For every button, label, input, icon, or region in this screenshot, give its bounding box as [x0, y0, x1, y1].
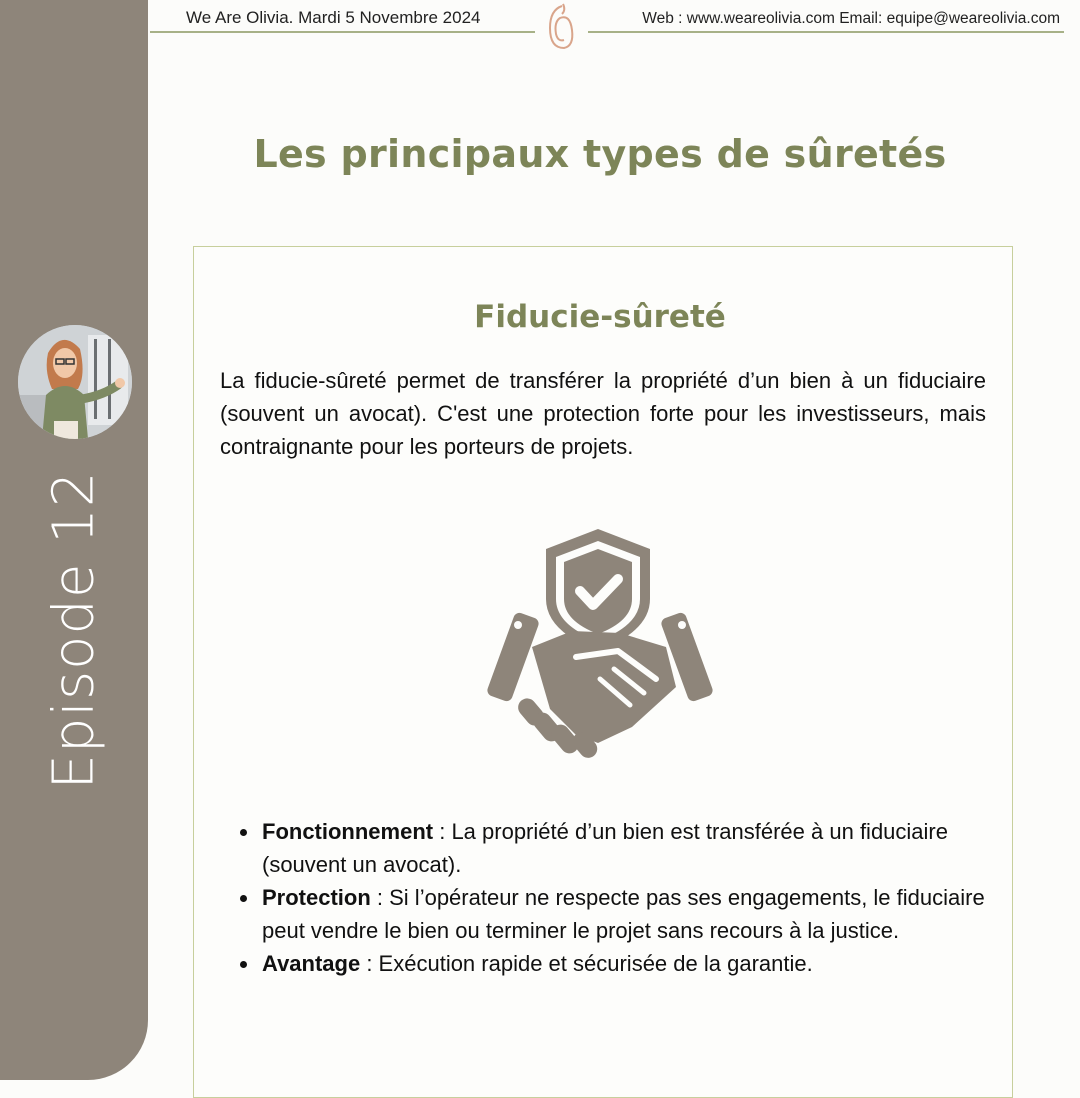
bullet-text: : Exécution rapide et sécurisée de la garantie.	[360, 951, 813, 976]
episode-label: Episode 12	[41, 470, 107, 790]
avatar	[18, 325, 132, 439]
bullet-text: : Si l’opérateur ne respecte pas ses engagements, le fiduciaire peut vendre le bien ou terminer le projet sans recours à la justice.	[262, 885, 985, 943]
list-item	[260, 815, 1000, 881]
olivia-logo-icon	[542, 0, 580, 54]
intro-paragraph: La fiducie-sûreté permet de transférer la propriété d’un bien à un fiduciaire (souvent un avocat). C'est une protection forte pour les investisseurs, mais contraignante pour les porteurs de projets.	[220, 368, 986, 459]
avatar-portrait-icon	[18, 325, 132, 439]
sidebar	[0, 0, 148, 1080]
bullet-term: Fonctionnement	[262, 819, 434, 844]
list-item	[260, 947, 1000, 980]
page-title: Les principaux types de sûretés	[253, 132, 947, 176]
header-date: We Are Olivia. Mardi 5 Novembre 2024	[186, 8, 481, 27]
header-divider-right	[588, 31, 1064, 33]
bullet-term: Protection	[262, 885, 371, 910]
list-item	[260, 881, 1000, 947]
header-divider-left	[150, 31, 535, 33]
bullet-term: Avantage	[262, 951, 361, 976]
shield-handshake-icon	[480, 529, 720, 761]
content-card	[193, 246, 1013, 1098]
feature-list	[230, 815, 1000, 980]
card-title: Fiducie-sûreté	[474, 299, 726, 335]
header-contact: Web : www.weareolivia.com Email: equipe@weareolivia.com	[642, 10, 1060, 27]
bullet-text: : La propriété d’un bien est transférée à un fiduciaire (souvent un avocat).	[262, 819, 948, 877]
